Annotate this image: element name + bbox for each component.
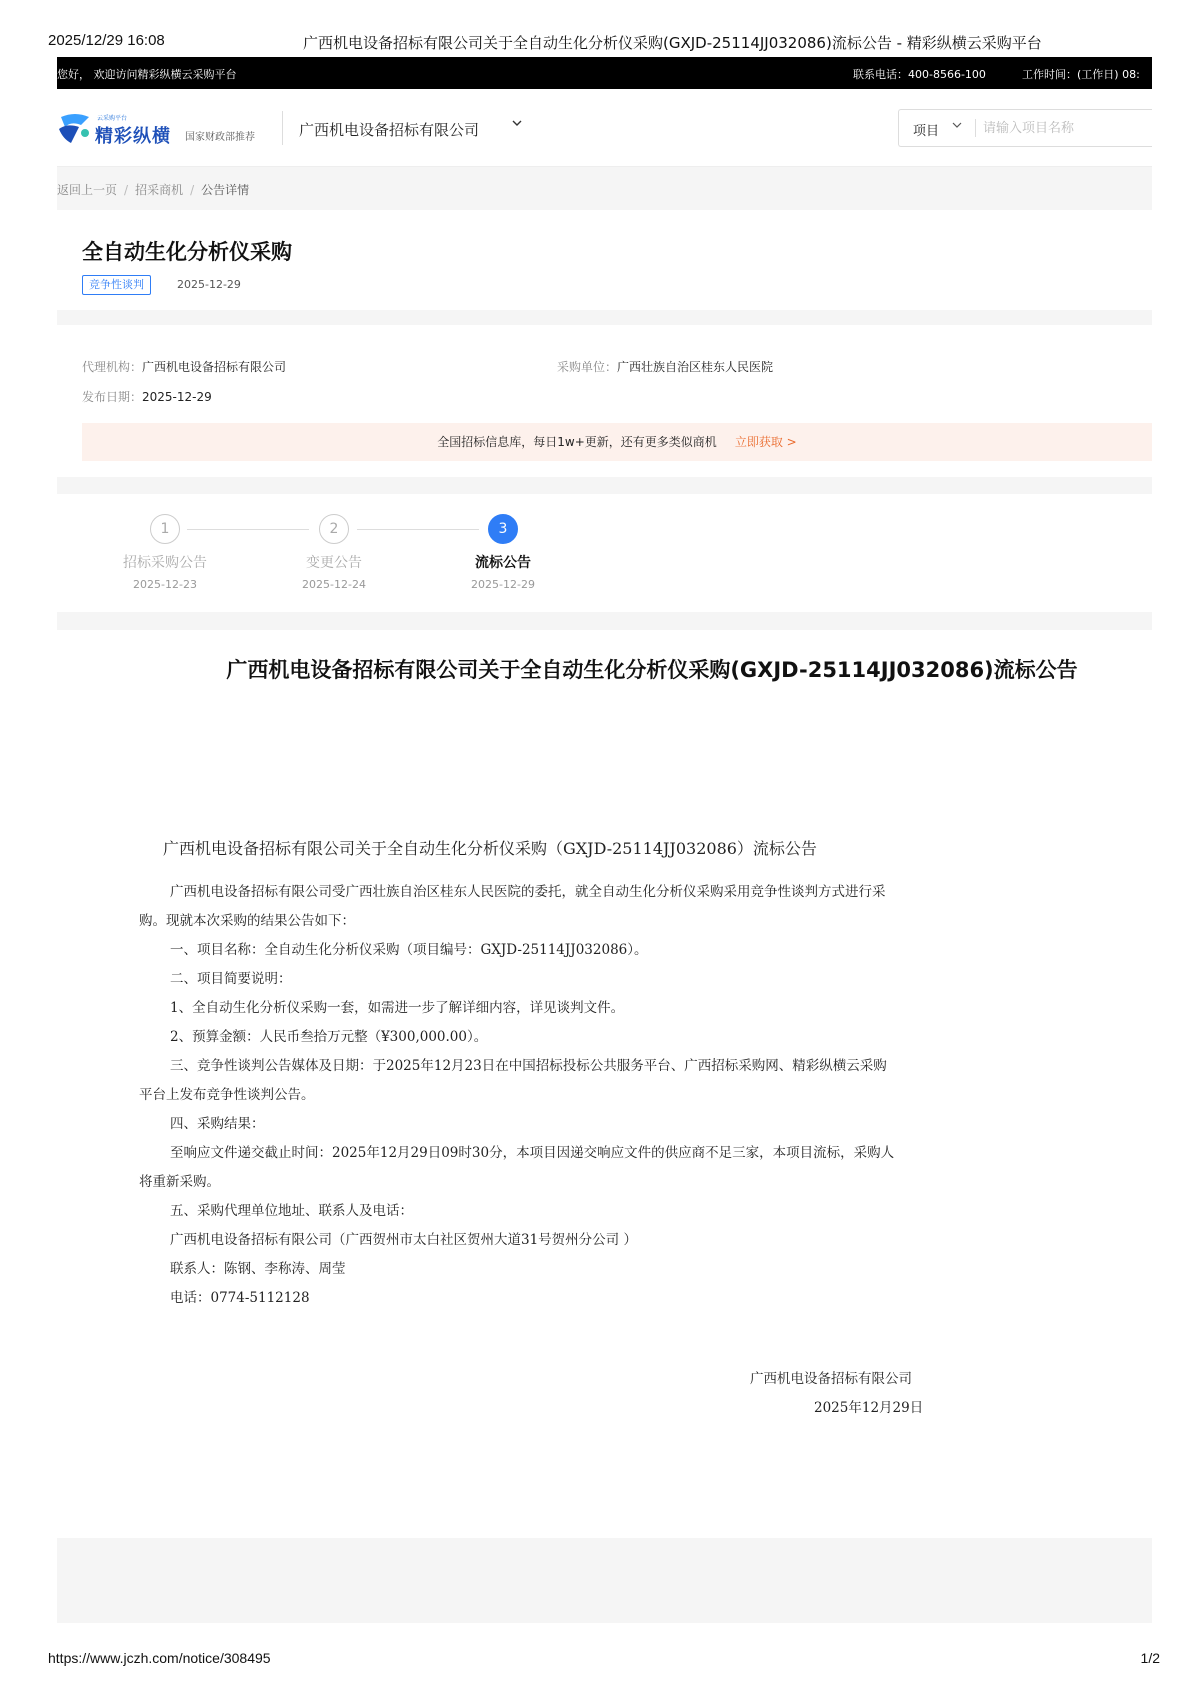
timeline-step-failed[interactable] bbox=[443, 514, 563, 591]
logo-brand-name: 精彩纵横 bbox=[95, 126, 171, 147]
breadcrumb-opportunities-link[interactable]: 招采商机 bbox=[135, 183, 184, 197]
breadcrumb-current: 公告详情 bbox=[201, 183, 250, 197]
agent-row bbox=[82, 358, 286, 375]
step-date: 2025-12-29 bbox=[471, 578, 535, 591]
paragraph: 五、采购代理单位地址、联系人及电话： bbox=[170, 1203, 413, 1219]
paragraph: 电话：0774-5112128 bbox=[170, 1290, 310, 1306]
header-divider bbox=[282, 111, 283, 145]
agent-value: 广西机电设备招标有限公司 bbox=[142, 360, 287, 374]
breadcrumb-back-link[interactable]: 返回上一页 bbox=[57, 183, 118, 197]
paragraph: 2、预算金额：人民币叁拾万元整（¥300,000.00）。 bbox=[170, 1029, 488, 1045]
step-number: 1 bbox=[150, 514, 180, 544]
search-type-select[interactable]: 项目 bbox=[913, 124, 940, 139]
paragraph: 一、项目名称：全自动生化分析仪采购（项目编号：GXJD-25114JJ032086）。 bbox=[170, 942, 648, 958]
promo-banner bbox=[82, 423, 1152, 461]
publish-date-label: 发布日期： bbox=[82, 390, 143, 404]
logo-tagline: 国家财政部推荐 bbox=[185, 132, 255, 143]
print-url: https://www.jczh.com/notice/308495 bbox=[48, 1650, 271, 1666]
publish-date-value: 2025-12-29 bbox=[142, 390, 212, 404]
print-header bbox=[48, 30, 1160, 54]
logo-mark-icon bbox=[57, 111, 93, 145]
step-date: 2025-12-23 bbox=[133, 578, 197, 591]
breadcrumb-separator: / bbox=[190, 183, 195, 197]
agent-label: 代理机构： bbox=[82, 360, 143, 374]
document-heading: 广西机电设备招标有限公司关于全自动生化分析仪采购（GXJD-25114JJ032086）流标公告 bbox=[163, 839, 817, 858]
site-header bbox=[57, 89, 1152, 167]
step-label: 变更公告 bbox=[306, 555, 362, 571]
breadcrumb bbox=[57, 181, 249, 198]
step-number: 3 bbox=[488, 514, 518, 544]
buyer-value: 广西壮族自治区桂东人民医院 bbox=[617, 360, 774, 374]
paragraph: 联系人：陈钢、李称涛、周莹 bbox=[170, 1261, 346, 1277]
print-page-number: 1/2 bbox=[1140, 1650, 1160, 1666]
site-logo[interactable] bbox=[57, 111, 257, 151]
top-bar bbox=[57, 57, 1152, 89]
search-input[interactable] bbox=[983, 116, 1143, 140]
notice-info-card bbox=[57, 325, 1152, 477]
chevron-down-icon bbox=[511, 117, 523, 129]
signature-date: 2025年12月29日 bbox=[814, 1400, 924, 1416]
contact-phone: 联系电话：400-8566-100 bbox=[853, 68, 986, 81]
timeline-step-tender[interactable] bbox=[105, 514, 225, 591]
welcome-text: 您好， 欢迎访问精彩纵横云采购平台 bbox=[57, 68, 237, 81]
notice-title-card bbox=[57, 210, 1152, 310]
logo-subtitle: 云采购平台 bbox=[97, 115, 128, 122]
notice-date: 2025-12-29 bbox=[177, 278, 241, 291]
publish-date-row bbox=[82, 388, 212, 405]
promo-text: 全国招标信息库，每日1w+更新，还有更多类似商机 bbox=[437, 435, 717, 449]
step-number: 2 bbox=[319, 514, 349, 544]
step-date: 2025-12-24 bbox=[302, 578, 366, 591]
paragraph: 四、采购结果： bbox=[170, 1116, 265, 1132]
paragraph: 三、竞争性谈判公告媒体及日期：于2025年12月23日在中国招标投标公共服务平台、广西招标采购网、精彩纵横云采购平台上发布竞争性谈判公告。 bbox=[139, 1058, 887, 1103]
notice-content bbox=[57, 630, 1152, 1538]
chevron-down-icon bbox=[951, 119, 963, 131]
search-box bbox=[898, 109, 1152, 147]
step-label: 招标采购公告 bbox=[123, 555, 207, 571]
org-switcher[interactable] bbox=[299, 119, 479, 140]
breadcrumb-separator: / bbox=[124, 183, 129, 197]
paragraph: 至响应文件递交截止时间：2025年12月29日09时30分，本项目因递交响应文件的供应商不足三家，本项目流标，采购人将重新采购。 bbox=[139, 1145, 895, 1190]
content-heading: 广西机电设备招标有限公司关于全自动生化分析仪采购(GXJD-25114JJ032086)流标公告 bbox=[226, 658, 1078, 682]
print-timestamp: 2025/12/29 16:08 bbox=[48, 32, 165, 49]
paragraph: 广西机电设备招标有限公司（广西贺州市太白社区贺州大道31号贺州分公司 ） bbox=[170, 1232, 637, 1248]
notice-timeline bbox=[57, 494, 1152, 612]
work-hours: 工作时间：(工作日) 08: bbox=[1022, 68, 1140, 81]
notice-title: 全自动生化分析仪采购 bbox=[82, 240, 292, 264]
buyer-row bbox=[557, 358, 773, 375]
org-name: 广西机电设备招标有限公司 bbox=[299, 121, 480, 139]
web-page bbox=[57, 57, 1152, 1623]
procurement-method-badge: 竞争性谈判 bbox=[82, 275, 151, 295]
step-label: 流标公告 bbox=[475, 555, 531, 571]
print-document-title: 广西机电设备招标有限公司关于全自动生化分析仪采购(GXJD-25114JJ032086)流标公告 - 精彩纵横云采购平台 bbox=[303, 34, 1042, 52]
paragraph: 二、项目简要说明： bbox=[170, 971, 292, 987]
paragraph: 1、全自动生化分析仪采购一套，如需进一步了解详细内容，详见谈判文件。 bbox=[170, 1000, 625, 1016]
buyer-label: 采购单位： bbox=[557, 360, 618, 374]
search-divider bbox=[975, 119, 976, 137]
promo-cta-link[interactable]: 立即获取 > bbox=[734, 435, 797, 449]
signature-org: 广西机电设备招标有限公司 bbox=[750, 1371, 912, 1387]
timeline-step-change[interactable] bbox=[274, 514, 394, 591]
paragraph: 广西机电设备招标有限公司受广西壮族自治区桂东人民医院的委托，就全自动生化分析仪采购采用竞争性谈判方式进行采购。现就本次采购的结果公告如下： bbox=[139, 884, 886, 929]
